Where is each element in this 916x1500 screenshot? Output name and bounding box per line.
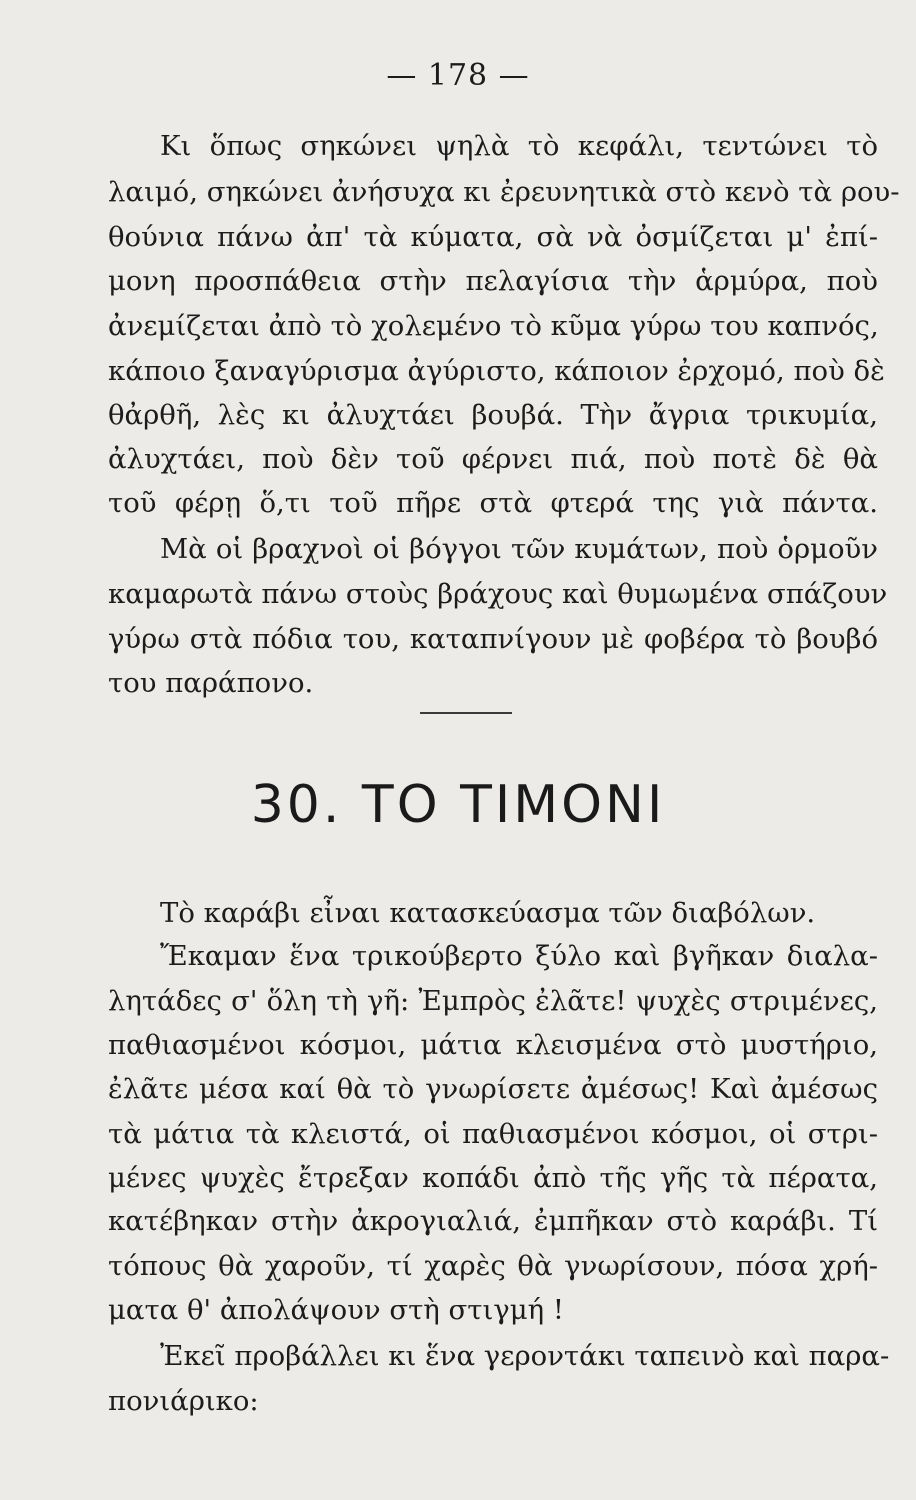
text-line: Ἐκεῖ προβάλλει κι ἕνα γεροντάκι ταπεινὸ καὶ παρα- xyxy=(160,1340,890,1372)
text-line: Τὸ καράβι εἶναι κατασκεύασμα τῶν διαβόλων. xyxy=(160,897,816,929)
text-line: θἀρθῆ, λὲς κι ἀλυχτάει βουβά. Τὴν ἄγρια τρικυμία, xyxy=(108,399,878,431)
text-line: μένες ψυχὲς ἔτρεξαν κοπάδι ἀπὸ τῆς γῆς τὰ πέρατα, xyxy=(108,1162,878,1194)
chapter-title: 30. ΤΟ ΤΙΜΟΝΙ xyxy=(250,775,666,835)
text-line: ἀνεμίζεται ἀπὸ τὸ χολεμένο τὸ κῦμα γύρω του καπνός, xyxy=(108,310,879,342)
text-line: ἐλᾶτε μέσα καί θὰ τὸ γνωρίσετε ἀμέσως! Καὶ ἀμέσως xyxy=(108,1073,878,1105)
text-line: θούνια πάνω ἀπ' τὰ κύματα, σὰ νὰ ὀσμίζεται μ' ἐπί- xyxy=(108,221,878,253)
text-line: ἀλυχτάει, ποὺ δὲν τοῦ φέρνει πιά, ποὺ ποτὲ δὲ θὰ xyxy=(108,443,878,475)
text-line: Ἔκαμαν ἕνα τρικούβερτο ξύλο καὶ βγῆκαν διαλα- xyxy=(160,940,878,972)
text-line: τόπους θὰ χαροῦν, τί χαρὲς θὰ γνωρίσουν, πόσα χρή- xyxy=(108,1250,878,1282)
text-line: λητάδες σ' ὅλη τὴ γῆ: Ἐμπρὸς ἐλᾶτε! ψυχὲς στριμένες, xyxy=(108,985,878,1017)
text-line: τοῦ φέρῃ ὅ,τι τοῦ πῆρε στὰ φτερά της γιὰ πάντα. xyxy=(108,487,878,519)
page-number: — 178 — xyxy=(386,58,530,93)
text-line: τὰ μάτια τὰ κλειστά, οἱ παθιασμένοι κόσμοι, οἱ στρι- xyxy=(108,1118,878,1150)
text-line: λαιμό, σηκώνει ἀνήσυχα κι ἐρευνητικὰ στὸ κενὸ τὰ ρου- xyxy=(108,176,900,208)
section-divider xyxy=(420,712,512,714)
text-line: πονιάρικο: xyxy=(108,1385,259,1417)
text-line: ματα θ' ἀπολάψουν στὴ στιγμή ! xyxy=(108,1294,564,1326)
text-line: καμαρωτὰ πάνω στοὺς βράχους καὶ θυμωμένα σπάζουν xyxy=(108,578,888,610)
text-line: κάποιο ξαναγύρισμα ἀγύριστο, κάποιον ἐρχομό, ποὺ δὲ xyxy=(108,355,885,387)
text-line: Μὰ οἱ βραχνοὶ οἱ βόγγοι τῶν κυμάτων, ποὺ ὁρμοῦν xyxy=(160,533,878,565)
text-line: Κι ὅπως σηκώνει ψηλὰ τὸ κεφάλι, τεντώνει τὸ xyxy=(160,130,878,162)
text-line: κατέβηκαν στὴν ἀκρογιαλιά, ἐμπῆκαν στὸ καράβι. Τί xyxy=(108,1205,878,1237)
text-line: μονη προσπάθεια στὴν πελαγίσια τὴν ἁρμύρα, ποὺ xyxy=(108,265,878,297)
text-line: γύρω στὰ πόδια του, καταπνίγουν μὲ φοβέρα τὸ βουβό xyxy=(108,623,878,655)
text-line: του παράπονο. xyxy=(108,667,314,699)
text-line: παθιασμένοι κόσμοι, μάτια κλεισμένα στὸ μυστήριο, xyxy=(108,1029,878,1061)
